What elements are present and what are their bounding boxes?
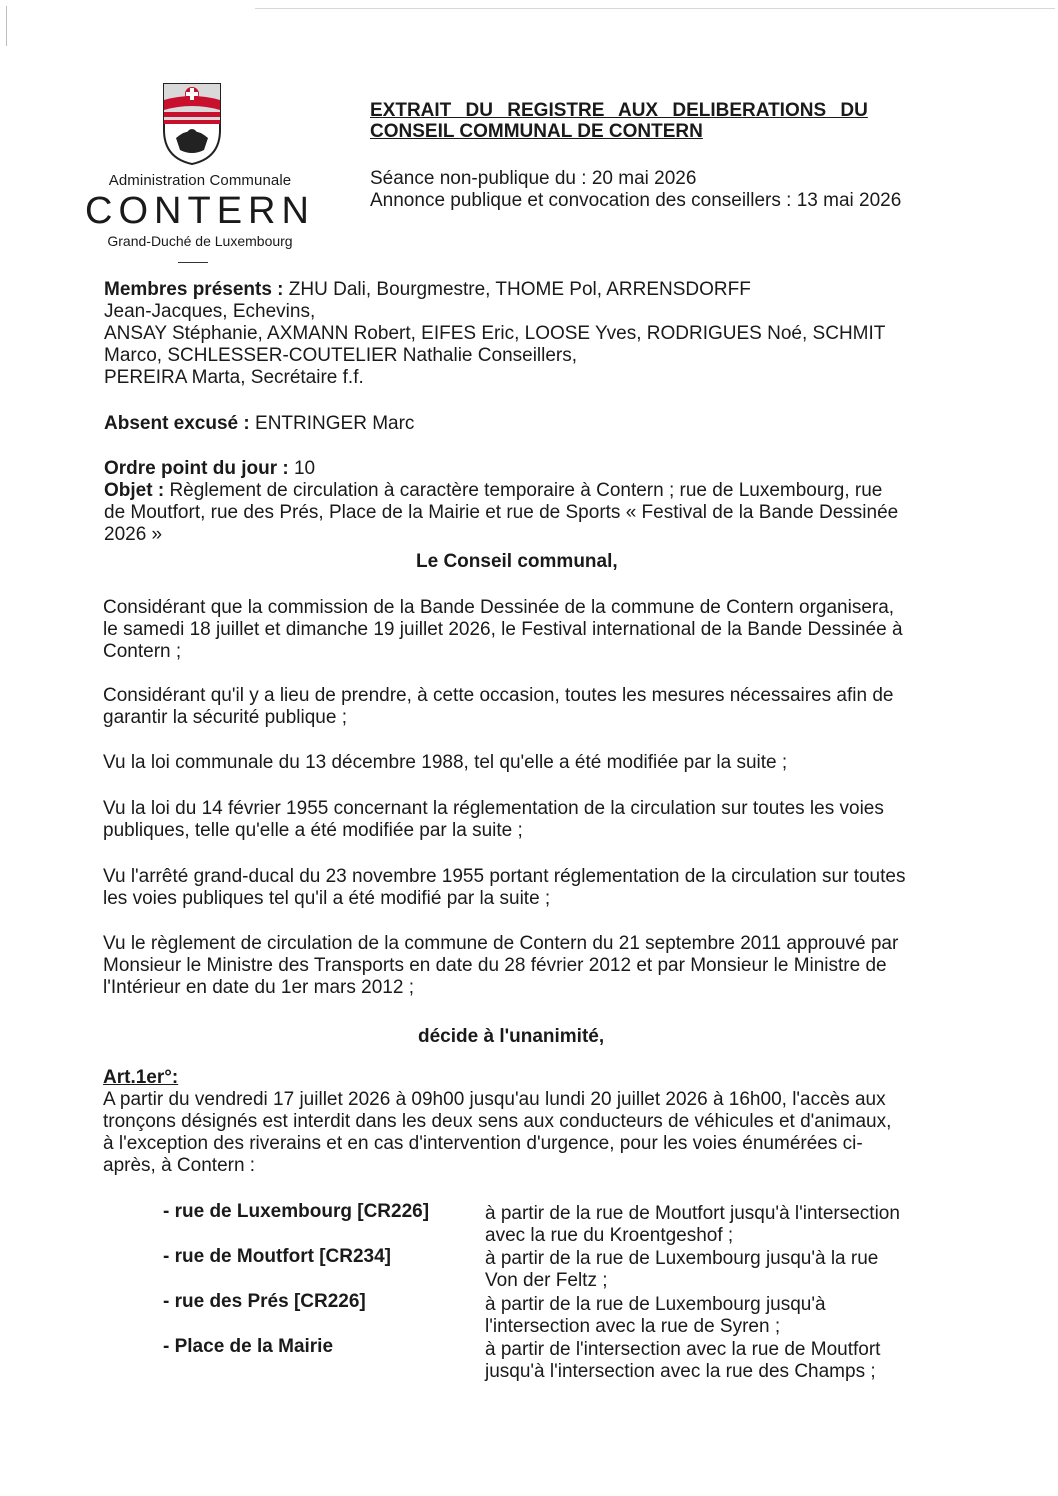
vu-arrete-line-2: les voies publiques tel qu'il a été modifié par la suite ; (103, 888, 551, 909)
road-description (485, 1248, 930, 1292)
vu-loi-1955-line-1: Vu la loi du 14 février 1955 concernant la réglementation de la circulation sur toutes les voies (103, 798, 884, 819)
road-description-line-2: l'intersection avec la rue de Syren ; (485, 1316, 781, 1337)
article-line-1: A partir du vendredi 17 juillet 2026 à 09h00 jusqu'au lundi 20 juillet 2026 à 16h00, l'accès aux (103, 1089, 886, 1110)
road-description (485, 1339, 930, 1383)
divider (178, 262, 208, 263)
vu-loi-communale (103, 752, 933, 774)
vu-arrete-line-1: Vu l'arrêté grand-ducal du 23 novembre 1955 portant réglementation de la circulation sur toutes (103, 866, 906, 887)
announcement-date: Annonce publique et convocation des conseillers : 13 mai 2026 (370, 190, 902, 211)
commune-name: CONTERN (85, 190, 315, 232)
road-name: - rue de Luxembourg [CR226] (163, 1201, 430, 1222)
objet-label: Objet : (104, 480, 165, 501)
session-info (370, 168, 990, 212)
considerant-2-line-1: Considérant qu'il y a lieu de prendre, à cette occasion, toutes les mesures nécessaires afin de (103, 685, 894, 706)
road-description-line-1: à partir de la rue de Moutfort jusqu'à l'intersection (485, 1203, 900, 1224)
vu-loi-communale-line: Vu la loi communale du 13 décembre 1988, tel qu'elle a été modifiée par la suite ; (103, 752, 788, 773)
considerant-2-line-2: garantir la sécurité publique ; (103, 707, 347, 728)
road-description-line-1: à partir de la rue de Luxembourg jusqu'à la rue (485, 1248, 879, 1269)
members-line-2: Jean-Jacques, Echevins, (104, 301, 316, 322)
contern-coat-of-arms-icon (160, 80, 224, 166)
ordre-label: Ordre point du jour : (104, 458, 289, 479)
road-description-line-2: avec la rue du Kroentgeshof ; (485, 1225, 734, 1246)
members-label: Membres présents : (104, 279, 284, 300)
session-date: Séance non-publique du : 20 mai 2026 (370, 168, 697, 189)
title-line-1: EXTRAIT DU REGISTRE AUX DELIBERATIONS DU (370, 100, 868, 121)
vu-reglement-line-1: Vu le règlement de circulation de la commune de Contern du 21 septembre 2011 approuvé par (103, 933, 899, 954)
title-line-2: CONSEIL COMMUNAL DE CONTERN (370, 121, 703, 142)
objet-line-1: Règlement de circulation à caractère temporaire à Contern ; rue de Luxembourg, rue (169, 480, 883, 501)
absent-label: Absent excusé : (104, 413, 250, 434)
road-description-line-1: à partir de la rue de Luxembourg jusqu'à (485, 1294, 826, 1315)
decision-heading: décide à l'unanimité, (418, 1026, 605, 1047)
considerant-1-line-3: Contern ; (103, 641, 182, 662)
road-name: - rue de Moutfort [CR234] (163, 1246, 391, 1267)
vu-reglement-line-3: l'Intérieur en date du 1er mars 2012 ; (103, 977, 414, 998)
vu-reglement (103, 933, 933, 999)
administration-label: Administration Communale (108, 172, 292, 189)
considerant-1-line-1: Considérant que la commission de la Bande Dessinée de la commune de Contern organisera, (103, 597, 895, 618)
considerant-1 (103, 597, 933, 663)
objet-line-3: 2026 » (104, 524, 163, 545)
road-name: - Place de la Mairie (163, 1336, 334, 1357)
road-description (485, 1203, 930, 1247)
road-name: - rue des Prés [CR226] (163, 1291, 366, 1312)
document-title (370, 100, 930, 142)
vu-loi-1955 (103, 798, 933, 842)
considerant-2 (103, 685, 933, 729)
agenda-block (104, 458, 944, 546)
road-description-line-2: Von der Feltz ; (485, 1270, 608, 1291)
vu-loi-1955-line-2: publiques, telle qu'elle a été modifiée par la suite ; (103, 820, 523, 841)
article-label: Art.1er°: (103, 1067, 179, 1088)
vu-reglement-line-2: Monsieur le Ministre des Transports en date du 28 février 2012 et par Monsieur le Ministre de (103, 955, 887, 976)
members-present (104, 279, 944, 389)
objet-line-2: de Moutfort, rue des Prés, Place de la Mairie et rue de Sports « Festival de la Bande Dessinée (104, 502, 899, 523)
road-description-line-2: jusqu'à l'intersection avec la rue des Champs ; (485, 1361, 876, 1382)
article-text (103, 1089, 933, 1177)
road-description (485, 1294, 930, 1338)
scan-edge-mark (6, 6, 7, 46)
members-line-5: PEREIRA Marta, Secrétaire f.f. (104, 367, 364, 388)
members-line-4: Marco, SCHLESSER-COUTELIER Nathalie Conseillers, (104, 345, 578, 366)
vu-arrete (103, 866, 933, 910)
ordre-value: 10 (293, 458, 316, 479)
members-line-1: ZHU Dali, Bourgmestre, THOME Pol, ARRENSDORFF (288, 279, 751, 300)
article-line-2: tronçons désignés est interdit dans les deux sens aux conducteurs de véhicules et d'animaux, (103, 1111, 892, 1132)
article-line-3: à l'exception des riverains et en cas d'intervention d'urgence, pour les voies énumérées ci- (103, 1133, 863, 1154)
council-heading: Le Conseil communal, (416, 551, 618, 572)
absent-excused (104, 413, 944, 435)
members-line-3: ANSAY Stéphanie, AXMANN Robert, EIFES Eric, LOOSE Yves, RODRIGUES Noé, SCHMIT (104, 323, 886, 344)
absent-value: ENTRINGER Marc (255, 413, 415, 434)
article-line-4: après, à Contern : (103, 1155, 256, 1176)
country-label: Grand-Duché de Luxembourg (107, 233, 293, 249)
road-description-line-1: à partir de l'intersection avec la rue de Moutfort (485, 1339, 881, 1360)
scan-edge-line (255, 8, 1055, 9)
considerant-1-line-2: le samedi 18 juillet et dimanche 19 juillet 2026, le Festival international de la Bande Dessinée à (103, 619, 903, 640)
